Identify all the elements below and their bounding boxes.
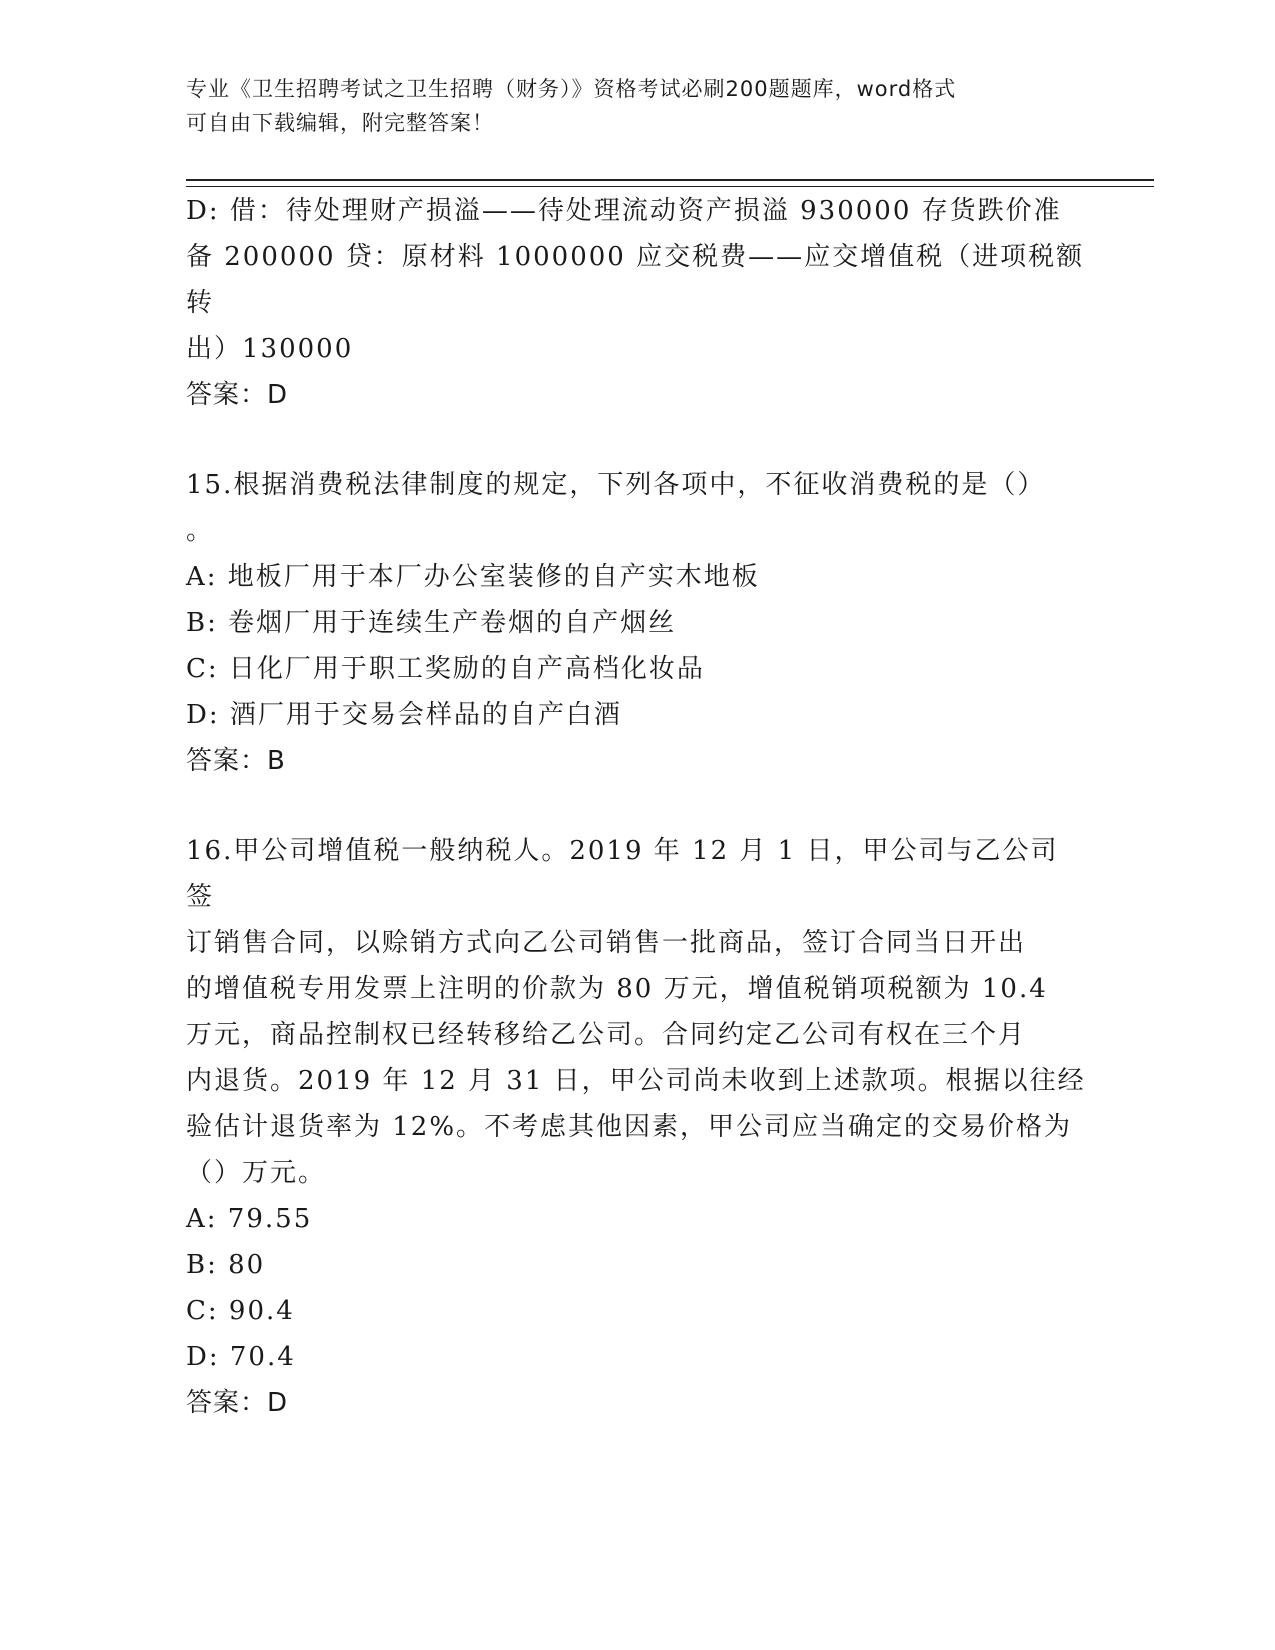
option-d-line: D: 借：待处理财产损溢——待处理流动资产损溢 930000 存货跌价准 bbox=[186, 196, 1062, 226]
option-a: A: 79.55 bbox=[186, 1204, 313, 1234]
question-stem-line: 。 bbox=[186, 516, 215, 546]
option-c: C: 90.4 bbox=[186, 1296, 295, 1326]
option-b: B: 卷烟厂用于连续生产卷烟的自产烟丝 bbox=[186, 608, 677, 638]
option-d: D: 70.4 bbox=[186, 1342, 296, 1372]
question-stem-line: 15.根据消费税法律制度的规定，下列各项中，不征收消费税的是（） bbox=[186, 470, 1046, 500]
answer-line: 答案：B bbox=[186, 746, 286, 776]
question-stem-line: 16.甲公司增值税一般纳税人。2019 年 12 月 1 日，甲公司与乙公司签 bbox=[186, 836, 1059, 912]
question-stem-line: 订销售合同，以赊销方式向乙公司销售一批商品，签订合同当日开出 bbox=[186, 928, 1027, 958]
spacer bbox=[186, 784, 1086, 828]
header-divider-thin bbox=[186, 186, 1154, 187]
question-stem-line: （）万元。 bbox=[186, 1158, 327, 1188]
header-divider-thick bbox=[186, 179, 1154, 181]
option-d-line: 出）130000 bbox=[186, 334, 354, 364]
spacer bbox=[186, 418, 1086, 462]
option-b: B: 80 bbox=[186, 1250, 266, 1280]
question-16 bbox=[186, 828, 1086, 1426]
question-15 bbox=[186, 462, 1086, 784]
option-d-line: 备 200000 贷：原材料 1000000 应交税费——应交增值税（进项税额转 bbox=[186, 242, 1085, 318]
answer-line: 答案：D bbox=[186, 380, 289, 410]
header-line-1: 专业《卫生招聘考试之卫生招聘（财务）》资格考试必刷200题题库，word格式 bbox=[186, 77, 957, 101]
header-line-2: 可自由下载编辑，附完整答案！ bbox=[186, 111, 494, 135]
option-c: C: 日化厂用于职工奖励的自产高档化妆品 bbox=[186, 654, 705, 684]
question-stem-line: 验估计退货率为 12%。不考虑其他因素，甲公司应当确定的交易价格为 bbox=[186, 1112, 1073, 1142]
question-stem-line: 内退货。2019 年 12 月 31 日，甲公司尚未收到上述款项。根据以往经 bbox=[186, 1066, 1086, 1096]
answer-line: 答案：D bbox=[186, 1388, 289, 1418]
question-14-tail bbox=[186, 188, 1086, 418]
document-header bbox=[186, 72, 1086, 140]
option-d: D: 酒厂用于交易会样品的自产白酒 bbox=[186, 700, 622, 730]
question-stem-line: 万元，商品控制权已经转移给乙公司。合同约定乙公司有权在三个月 bbox=[186, 1020, 1027, 1050]
option-a: A: 地板厂用于本厂办公室装修的自产实木地板 bbox=[186, 562, 760, 592]
document-body bbox=[186, 188, 1086, 1426]
question-stem-line: 的增值税专用发票上注明的价款为 80 万元，增值税销项税额为 10.4 bbox=[186, 974, 1048, 1004]
